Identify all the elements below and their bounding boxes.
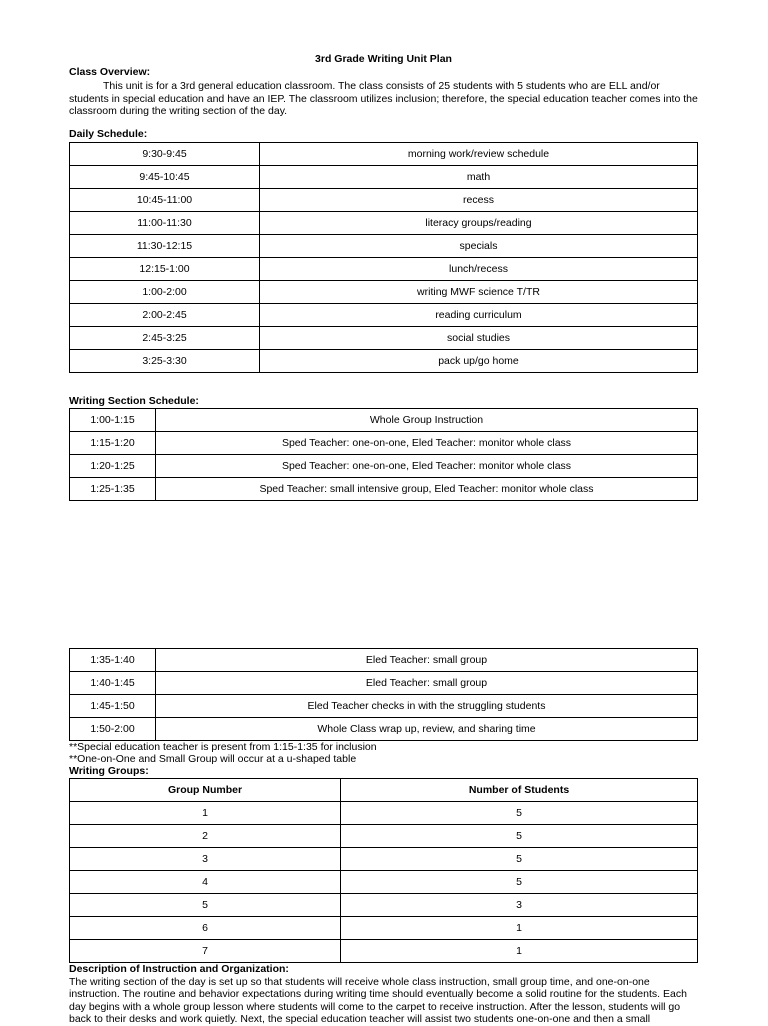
writing-row-cell-activity: Eled Teacher: small group [156, 648, 698, 671]
daily-row-cell-activity: social studies [260, 326, 698, 349]
daily-row-cell-time: 3:25-3:30 [70, 349, 260, 372]
group-row-cell-students: 5 [341, 847, 698, 870]
writing-schedule-table-part2 [69, 648, 698, 741]
group-row [70, 939, 698, 962]
daily-row [70, 188, 698, 211]
writing-row-cell-time: 1:00-1:15 [70, 408, 156, 431]
group-row-cell-students: 1 [341, 916, 698, 939]
group-row [70, 824, 698, 847]
writing-row-cell-time: 1:20-1:25 [70, 454, 156, 477]
daily-row-cell-time: 9:30-9:45 [70, 142, 260, 165]
col-number-of-students: Number of Students [341, 778, 698, 801]
group-row-cell-students: 5 [341, 824, 698, 847]
writing-groups-table [69, 778, 698, 963]
daily-row-cell-activity: reading curriculum [260, 303, 698, 326]
writing-row-cell-time: 1:45-1:50 [70, 694, 156, 717]
group-row-cell-group: 4 [70, 870, 341, 893]
description-text: The writing section of the day is set up so that students will receive whole class instruction, small group time, and one-on-one instruction. The routine and behavior expectations during writing time should eventually become a solid routine for the students. Each day begins with a whole group lesson where students will come to the carpet to receive instruction. After the lesson, students will go back to their desks and work quietly. Next, the special education teacher will assist two students one-on-one and then a small [69, 975, 687, 1025]
writing-row [70, 694, 698, 717]
group-row-cell-group: 5 [70, 893, 341, 916]
daily-row-cell-activity: math [260, 165, 698, 188]
writing-row-cell-activity: Whole Group Instruction [156, 408, 698, 431]
group-row [70, 801, 698, 824]
daily-row [70, 326, 698, 349]
daily-row [70, 234, 698, 257]
writing-row [70, 477, 698, 500]
writing-row-cell-time: 1:40-1:45 [70, 671, 156, 694]
writing-groups-heading: Writing Groups: [69, 764, 149, 777]
group-row-cell-group: 2 [70, 824, 341, 847]
writing-row-cell-activity: Eled Teacher checks in with the struggling students [156, 694, 698, 717]
group-row-cell-group: 1 [70, 801, 341, 824]
group-row-cell-students: 1 [341, 939, 698, 962]
daily-row [70, 303, 698, 326]
writing-row-cell-time: 1:50-2:00 [70, 717, 156, 740]
writing-schedule-heading: Writing Section Schedule: [69, 394, 199, 407]
daily-row-cell-activity: recess [260, 188, 698, 211]
daily-row-cell-time: 9:45-10:45 [70, 165, 260, 188]
daily-row [70, 257, 698, 280]
group-row-cell-students: 5 [341, 870, 698, 893]
note-inclusion: **Special education teacher is present from 1:15-1:35 for inclusion [69, 740, 377, 753]
daily-row-cell-activity: specials [260, 234, 698, 257]
writing-row [70, 717, 698, 740]
writing-row-cell-activity: Sped Teacher: small intensive group, Eled Teacher: monitor whole class [156, 477, 698, 500]
daily-row-cell-time: 1:00-2:00 [70, 280, 260, 303]
class-overview-heading-wrap [69, 66, 698, 80]
daily-row [70, 142, 698, 165]
description-heading: Description of Instruction and Organization: [69, 962, 289, 975]
group-row [70, 916, 698, 939]
writing-row [70, 671, 698, 694]
daily-row-cell-activity: morning work/review schedule [260, 142, 698, 165]
writing-row [70, 648, 698, 671]
group-row [70, 870, 698, 893]
group-row-cell-group: 6 [70, 916, 341, 939]
document-title: 3rd Grade Writing Unit Plan [315, 53, 452, 65]
group-row-cell-group: 7 [70, 939, 341, 962]
writing-row-cell-time: 1:15-1:20 [70, 431, 156, 454]
daily-schedule-table [69, 142, 698, 373]
daily-row-cell-activity: lunch/recess [260, 257, 698, 280]
group-row [70, 893, 698, 916]
writing-schedule-table-part1 [69, 408, 698, 501]
writing-row-cell-activity: Sped Teacher: one-on-one, Eled Teacher: monitor whole class [156, 454, 698, 477]
daily-row-cell-activity: pack up/go home [260, 349, 698, 372]
class-overview-text: This unit is for a 3rd general education classroom. The class consists of 25 students with 5 students who are ELL and/or students in special education and have an IEP. The classroom utilizes inclusion; therefore, the special education teacher comes into the classroom during the writing section of the day. [69, 80, 698, 117]
daily-row-cell-time: 12:15-1:00 [70, 257, 260, 280]
writing-row-cell-time: 1:25-1:35 [70, 477, 156, 500]
writing-row [70, 408, 698, 431]
writing-row-cell-activity: Sped Teacher: one-on-one, Eled Teacher: monitor whole class [156, 431, 698, 454]
daily-row [70, 280, 698, 303]
group-row [70, 847, 698, 870]
group-row-cell-group: 3 [70, 847, 341, 870]
writing-row-cell-activity: Eled Teacher: small group [156, 671, 698, 694]
note-u-table: **One-on-One and Small Group will occur at a u-shaped table [69, 752, 357, 765]
writing-row-cell-activity: Whole Class wrap up, review, and sharing time [156, 717, 698, 740]
daily-row [70, 211, 698, 234]
document-page [69, 53, 698, 1026]
daily-row-cell-activity: writing MWF science T/TR [260, 280, 698, 303]
daily-row-cell-time: 10:45-11:00 [70, 188, 260, 211]
col-group-number: Group Number [70, 778, 341, 801]
daily-row-cell-activity: literacy groups/reading [260, 211, 698, 234]
class-overview-heading: Class Overview: [69, 66, 151, 78]
writing-row [70, 431, 698, 454]
daily-row-cell-time: 2:45-3:25 [70, 326, 260, 349]
daily-row-cell-time: 11:30-12:15 [70, 234, 260, 257]
writing-row-cell-time: 1:35-1:40 [70, 648, 156, 671]
group-row-cell-students: 5 [341, 801, 698, 824]
daily-row [70, 349, 698, 372]
groups-header-row [70, 778, 698, 801]
daily-schedule-heading: Daily Schedule: [69, 127, 148, 140]
writing-row [70, 454, 698, 477]
group-row-cell-students: 3 [341, 893, 698, 916]
daily-row [70, 165, 698, 188]
daily-row-cell-time: 11:00-11:30 [70, 211, 260, 234]
daily-row-cell-time: 2:00-2:45 [70, 303, 260, 326]
